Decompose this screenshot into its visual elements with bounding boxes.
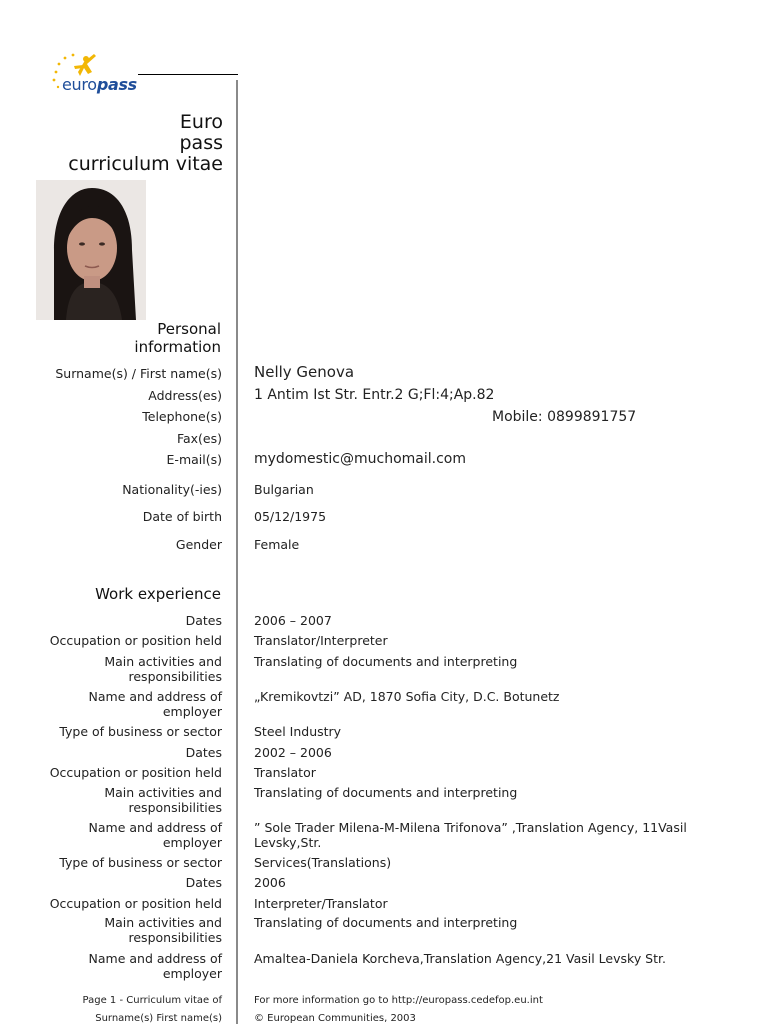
nationality-label: Nationality(-ies) <box>122 482 222 497</box>
employer-label: Name and address of employer <box>88 951 222 981</box>
entry3-activities: Translating of documents and interpreting <box>254 915 518 930</box>
business-label: Type of business or sector <box>59 724 222 739</box>
employer-label: Name and address of employer <box>88 689 222 719</box>
entry1-business: Steel Industry <box>254 724 342 739</box>
dates-label: Dates <box>185 875 222 890</box>
mobile-value: Mobile: 0899891757 <box>492 409 637 425</box>
address-label: Address(es) <box>148 388 222 403</box>
entry2-employer: ” Sole Trader Milena-M-Milena Trifonova” ,Translation Agency, 11Vasil Levsky,Str. <box>254 820 687 850</box>
occupation-label: Occupation or position held <box>49 765 222 780</box>
telephone-label: Telephone(s) <box>142 409 222 424</box>
occupation-label: Occupation or position held <box>49 896 222 911</box>
occupation-label: Occupation or position held <box>49 633 222 648</box>
header-rule <box>138 74 238 75</box>
email-value[interactable]: mydomestic@muchomail.com <box>254 451 466 467</box>
employer-label: Name and address of employer <box>88 820 222 850</box>
address-value: 1 Antim Ist Str. Entr.2 G;Fl:4;Ap.82 <box>254 387 495 403</box>
europass-logo-text: europass <box>62 75 137 94</box>
entry1-employer: „Kremikovtzi” AD, 1870 Sofia City, D.C. Botunetz <box>254 689 560 704</box>
surname-value: Nelly Genova <box>254 363 355 381</box>
entry3-employer: Amaltea-Daniela Korcheva,Translation Agency,21 Vasil Levsky Str. <box>254 951 666 966</box>
business-label: Type of business or sector <box>59 855 222 870</box>
activities-label: Main activities and responsibilities <box>104 915 222 945</box>
gender-value: Female <box>254 537 300 552</box>
dob-value: 05/12/1975 <box>254 509 327 524</box>
entry1-dates: 2006 – 2007 <box>254 613 332 628</box>
nationality-value: Bulgarian <box>254 482 314 497</box>
dates-label: Dates <box>185 745 222 760</box>
footer-page-info: Page 1 - Curriculum vitae of Surname(s) First name(s) <box>82 995 222 1024</box>
footer-info <box>254 992 543 1028</box>
footer-link[interactable]: For more information go to http://europass.cedefop.eu.int <box>254 995 543 1006</box>
entry1-occupation: Translator/Interpreter <box>254 633 388 648</box>
column-divider <box>236 80 238 1024</box>
footer-copyright: © European Communities, 2003 <box>254 1013 416 1024</box>
entry2-business: Services(Translations) <box>254 855 392 870</box>
activities-label: Main activities and responsibilities <box>104 654 222 684</box>
cv-title: Euro pass curriculum vitae <box>68 111 223 175</box>
entry2-dates: 2002 – 2006 <box>254 745 332 760</box>
email-label: E-mail(s) <box>166 452 222 467</box>
profile-photo <box>36 180 146 320</box>
europass-logo <box>50 50 150 100</box>
entry3-occupation: Interpreter/Translator <box>254 896 388 911</box>
dob-label: Date of birth <box>142 509 222 524</box>
section-work-experience: Work experience <box>95 585 221 603</box>
activities-label: Main activities and responsibilities <box>104 785 222 815</box>
entry2-activities: Translating of documents and interpreting <box>254 785 518 800</box>
fax-label: Fax(es) <box>176 431 222 446</box>
entry1-activities: Translating of documents and interpreting <box>254 654 518 669</box>
entry3-dates: 2006 <box>254 875 286 890</box>
entry2-occupation: Translator <box>254 765 316 780</box>
gender-label: Gender <box>175 537 222 552</box>
section-personal-information: Personal information <box>134 320 221 356</box>
surname-label: Surname(s) / First name(s) <box>55 366 222 381</box>
dates-label: Dates <box>185 613 222 628</box>
